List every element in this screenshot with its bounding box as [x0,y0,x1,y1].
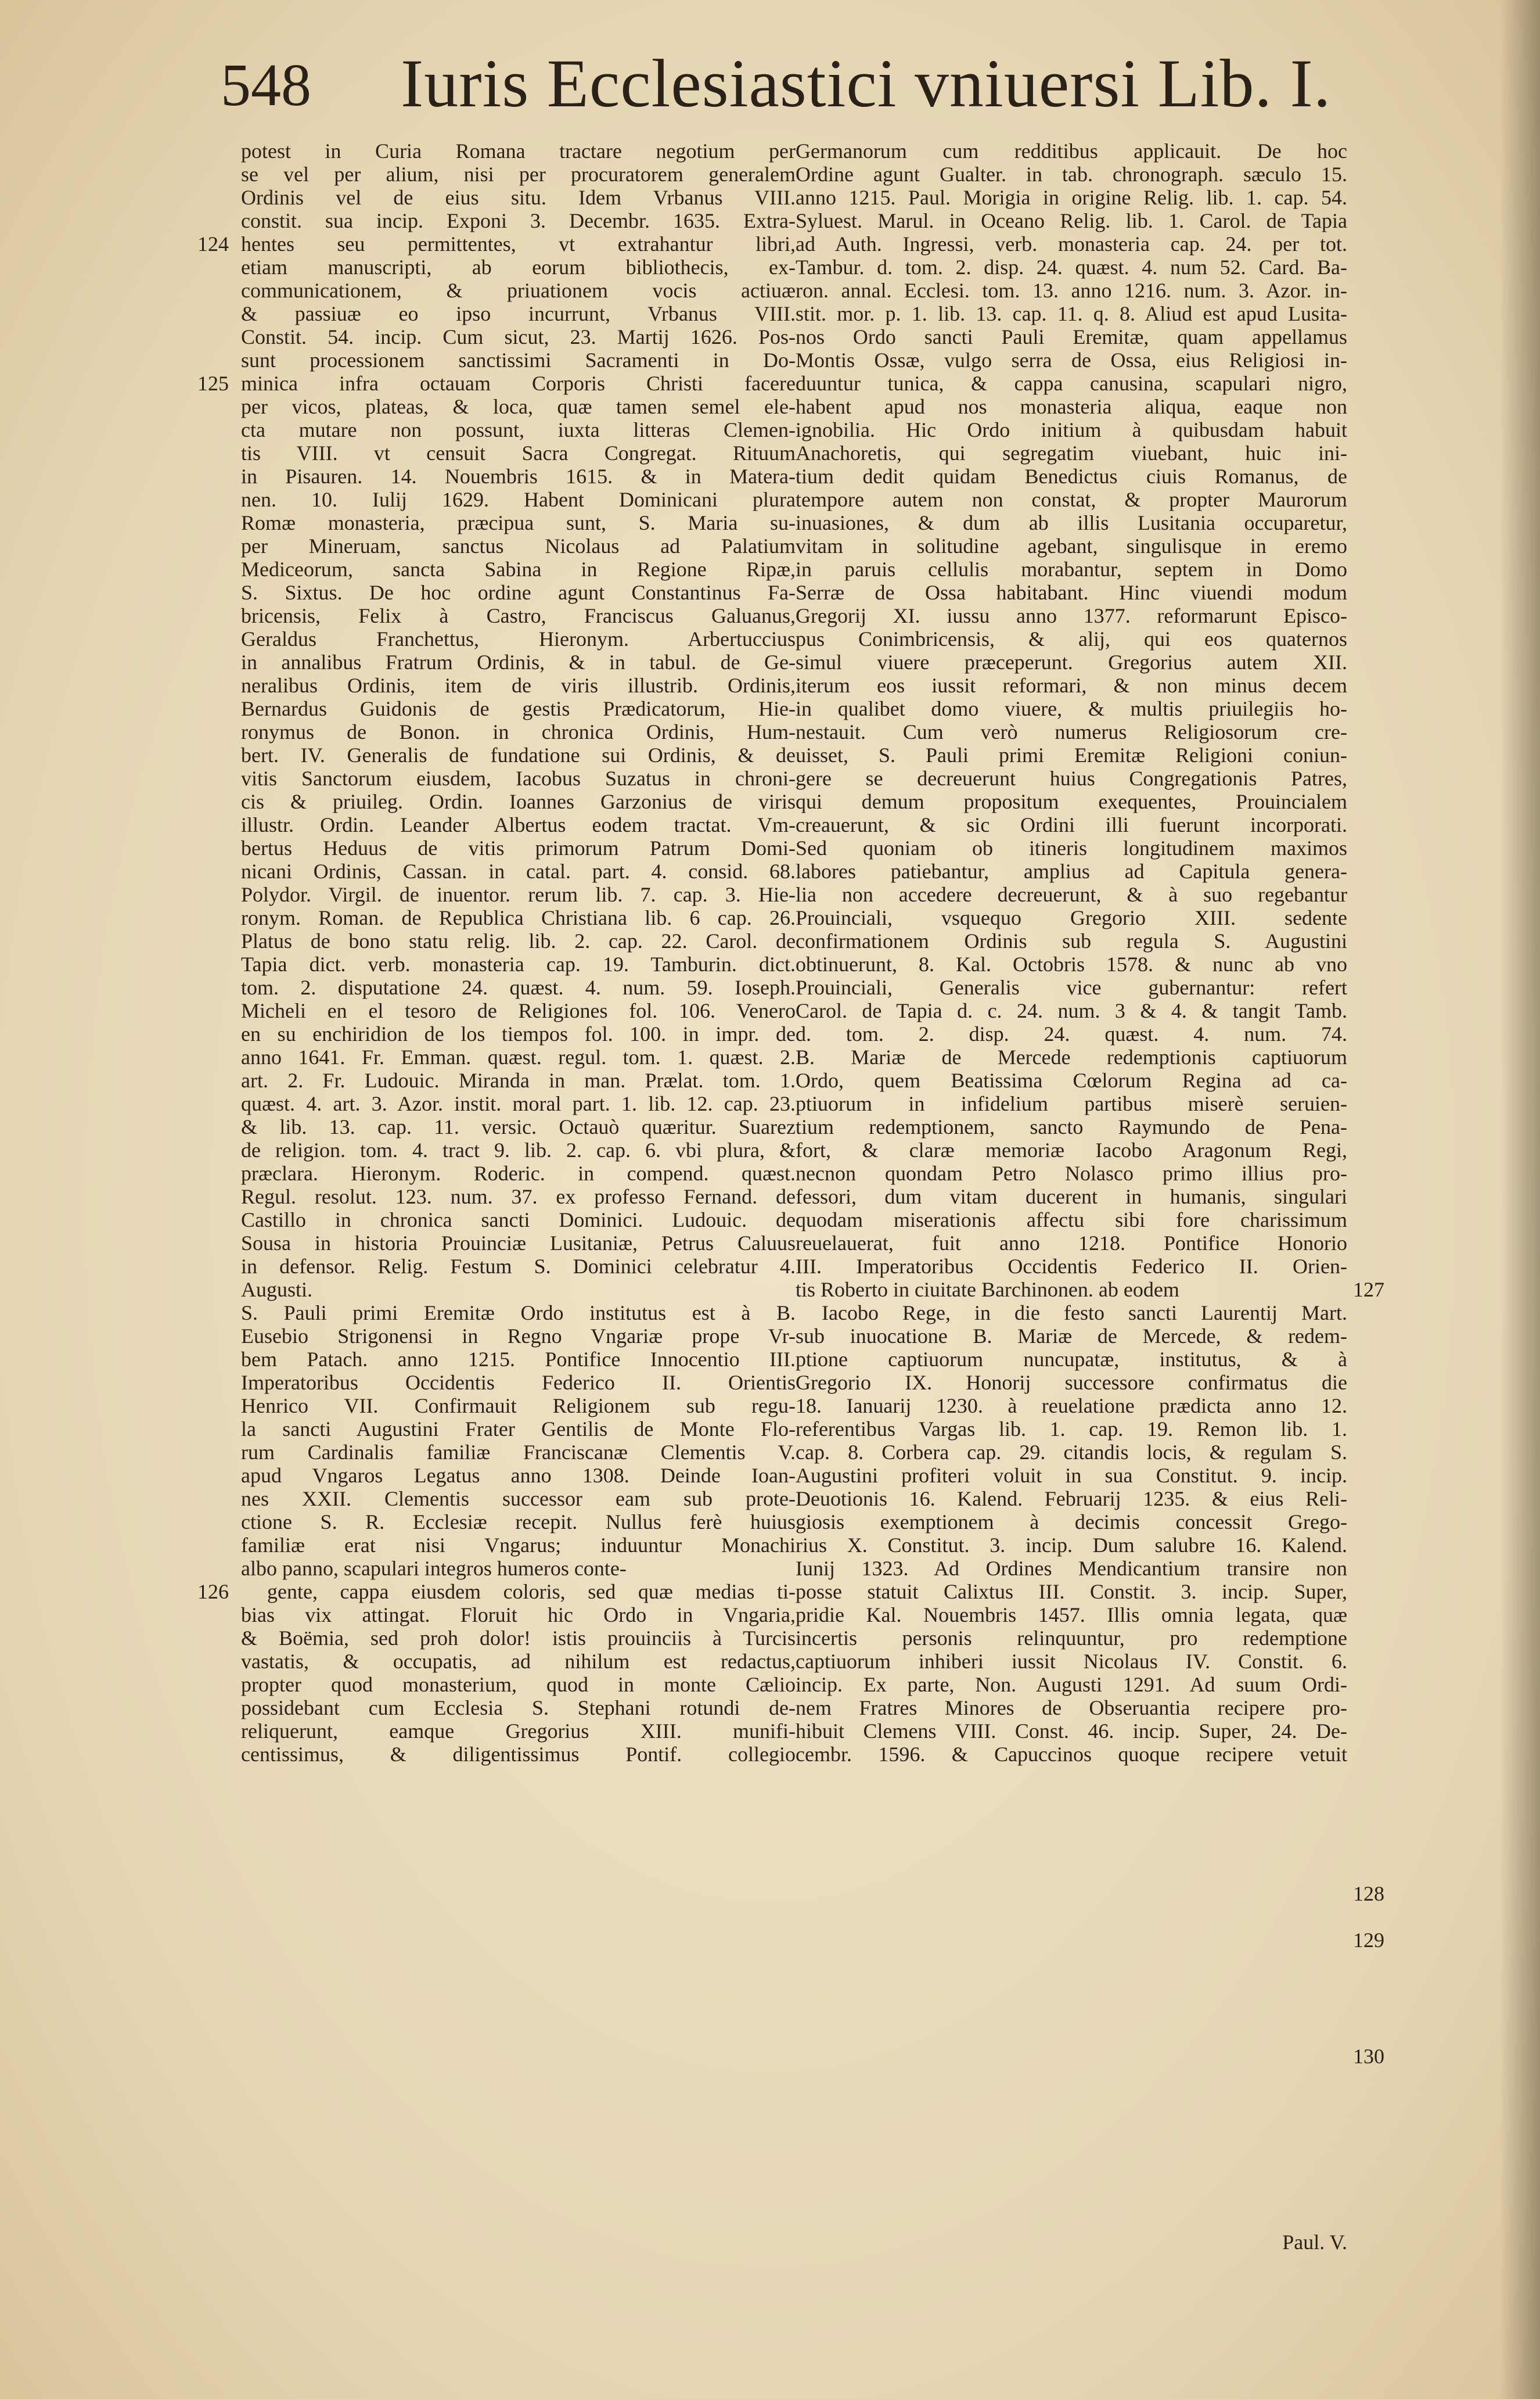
text-line: Tapia dict. verb. monasteria cap. 19. Tamburin. dict. [241,953,796,976]
text-line [796,1998,1347,2021]
text-line [796,1882,1347,1905]
text-line: minica infra octauam Corporis Christi facere [241,372,796,395]
text-line: Platus de bono statu relig. lib. 2. cap. 22. Carol. de [241,929,796,953]
text-line: sub inuocatione B. Mariæ de Mercede, & redem- [796,1324,1347,1348]
text-line: quodam miserationis affectu sibi fore charissimum [796,1208,1347,1231]
text-line: Iacobo Rege, in die festo sancti Laurentij Mart. [822,1301,1347,1324]
text-line: Tambur. d. tom. 2. disp. 24. quæst. 4. num 52. Card. Ba- [796,256,1347,279]
text-line: in annalibus Fratrum Ordinis, & in tabul. de Ge- [241,651,796,674]
text-line: cta mutare non possunt, iuxta litteras Clemen- [241,418,796,441]
text-line: & lib. 13. cap. 11. versic. Octauò quæritur. Suarez [241,1115,796,1139]
text-line: in Pisauren. 14. Nouembris 1615. & in Materа- [241,465,796,488]
text-line [796,1766,1347,1789]
text-line: Castillo in chronica sancti Dominici. Ludouic. de [241,1208,796,1231]
text-line: centissimus, & diligentissimus Pontif. collegio [241,1743,796,1766]
text-line: constit. sua incip. Exponi 3. Decembr. 1635. Extra- [241,209,796,232]
text-line: ronymus de Bonon. in chronica Ordinis, Hum- [241,720,796,744]
text-line [241,2091,796,2114]
text-line: nestauit. Cum verò numerus Religiosorum cre- [796,720,1347,744]
text-line: vastatis, & occupatis, ad nihilum est redactus, [241,1650,796,1673]
text-line: reuelauerat, fuit anno 1218. Pontifice Honorio [796,1231,1347,1255]
text-line: bem Patach. anno 1215. Pontifice Innocentio III. [241,1348,796,1371]
text-line: possidebant cum Ecclesia S. Stephani rotundi de- [241,1696,796,1719]
text-line: ronym. Roman. de Republica Christiana lib. 6 cap. 26. [241,906,796,929]
catchword: Paul. V. [1282,2231,1347,2254]
text-line: confirmationem Ordinis sub regula S. Augustini [796,929,1347,953]
text-line: familiæ erat nisi Vngarus; induuntur Monachi [241,1534,796,1557]
text-line: cembr. 1596. & Capuccinos quoque recipere vetuit [796,1743,1347,1766]
text-line: III. Imperatoribus Occidentis Federico II. Orien- [796,1255,1347,1278]
page-header [221,45,1382,131]
text-line: quæst. 4. art. 3. Azor. instit. moral part. 1. lib. 12. cap. 23. [241,1092,796,1115]
text-line: creauerunt, & sic Ordini illi fuerunt incorporati. [796,813,1347,836]
text-line [241,2184,796,2207]
text-line [241,1836,796,1859]
text-line: hentes seu permittentes, vt extrahantur libri, [241,232,796,256]
text-line [796,1859,1347,1882]
text-line: Augusti. [241,1278,313,1301]
text-line: etiam manuscripti, ab eorum bibliothecis, ex- [241,256,796,279]
text-line [796,2068,1347,2091]
text-line [796,2114,1347,2138]
text-line [241,2021,796,2045]
text-line: Iunij 1323. Ad Ordines Mendicantium transire non [796,1557,1347,1580]
text-line: Ordine agunt Gualter. in tab. chronograph. sæculo 15. [796,163,1347,186]
text-line [241,1859,796,1882]
text-line: tis Roberto in ciuitate Barchinonen. ab eodem [796,1278,1179,1301]
text-line [241,2045,796,2068]
text-line: duuntur tunica, & cappa canusina, scapulari nigro, [796,372,1347,395]
text-line: Bernardus Guidonis de gestis Prædicatorum, Hie- [241,697,796,720]
text-line: & passiuæ eo ipso incurrunt, Vrbanus VIII. [241,302,796,325]
text-line: sunt processionem sanctissimi Sacramenti in Do- [241,349,796,372]
text-line: apud Vngaros Legatus anno 1308. Deinde Ioan- [241,1464,796,1487]
text-line: incertis personis relinquuntur, pro redemptione [796,1626,1347,1650]
text-line: Romæ monasteria, præcipua sunt, S. Maria su- [241,511,796,534]
text-line: Constit. 54. incip. Cum sicut, 23. Martij 1626. Pos- [241,325,796,349]
text-line: tempore autem non constat, & propter Maurorum [796,488,1347,511]
binding-shadow [1499,0,1540,2399]
text-line: de religion. tom. 4. tract 9. lib. 2. cap. 6. vbi plura, & [241,1139,796,1162]
text-line: nos Ordo sancti Pauli Eremitæ, quam appellamus [796,325,1347,349]
text-line: Serræ de Ossa habitabant. Hinc viuendi modum [796,581,1347,604]
text-line [796,1789,1347,1812]
text-line [796,1952,1347,1975]
text-line: ron. annal. Ecclesi. tom. 13. anno 1216. num. 3. Azor. in- [796,279,1347,302]
text-line: albo panno, scapulari integros humeros conte- [241,1557,627,1580]
text-line: Geraldus Franchettus, Hieronym. Arbertuccius [241,627,796,651]
text-line [241,1789,796,1812]
text-line [796,1836,1347,1859]
text-line: habent apud nos monasteria aliqua, eaque non [796,395,1347,418]
text-line: Gregorij XI. iussu anno 1377. reformarunt Episco- [796,604,1347,627]
text-line [241,1905,796,1928]
text-line: per vicos, plateas, & loca, quæ tamen semel ele- [241,395,796,418]
text-line [796,2184,1347,2207]
text-line: Eusebio Strigonensi in Regno Vngariæ prope Vr- [241,1324,796,1348]
margin-number: 124 [197,232,229,256]
text-line: Prouinciali, vsquequo Gregorio XIII. sedente [796,906,1347,929]
text-line [796,2207,1347,2231]
text-line: pus Conimbricensis, & alij, qui eos quaternos [796,627,1347,651]
text-line: Prouinciali, Generalis vice gubernantur: refert [796,976,1347,999]
text-line: Montis Ossæ, vulgo serra de Ossa, eius Religiosi in- [796,349,1347,372]
text-line: nem Fratres Minores de Obseruantia recipere pro- [796,1696,1347,1719]
margin-number: 126 [197,1580,229,1603]
text-line: inuasiones, & dum ab illis Lusitania occuparetur, [796,511,1347,534]
text-line: Ordinis vel de eius situ. Idem Vrbanus VIII. [241,186,796,209]
text-line: bertus Heduus de vitis primorum Patrum Domi- [241,836,796,860]
left-column [197,139,796,2231]
text-line: vitis Sanctorum eiusdem, Iacobus Suzatus in chroni- [241,767,796,790]
text-line [796,1812,1347,1836]
text-line: rum Cardinalis familiæ Franciscanæ Clementis V. [241,1441,796,1464]
text-line: Gregorio IX. Honorij successore confirmatus die [796,1371,1347,1394]
text-line: obtinuerunt, 8. Kal. Octobris 1578. & nunc ab vno [796,953,1347,976]
text-line: gere se decreuerunt huius Congregationis Patres, [796,767,1347,790]
text-line [241,1952,796,1975]
text-line: rius X. Constitut. 3. incip. Dum salubre 16. Kalend. [796,1534,1347,1557]
text-line: anno 1215. Paul. Morigia in origine Relig. lib. 1. cap. 54. [796,186,1347,209]
text-line: Augustini profiteri voluit in sua Constitut. 9. incip. [796,1464,1347,1487]
page-number: 548 [221,52,311,118]
text-line: neralibus Ordinis, item de viris illustrib. Ordinis, [241,674,796,697]
text-line: Polydor. Virgil. de inuentor. rerum lib. 7. cap. 3. Hie- [241,883,796,906]
text-line [241,1975,796,1998]
text-line: incip. Ex parte, Non. Augusti 1291. Ad suum Ordi- [796,1673,1347,1696]
text-line [796,1928,1347,1952]
margin-number: 125 [197,372,229,395]
text-line: tium dedit quidam Benedictus ciuis Romanus, de [796,465,1347,488]
text-line: in paruis cellulis morabantur, septem in Domo [796,558,1347,581]
text-line: uisset, S. Pauli primi Eremitæ Religioni coniun- [796,744,1347,767]
text-line [241,2161,796,2184]
text-line: Germanorum cum redditibus applicauit. De hoc [796,139,1347,163]
text-line: potest in Curia Romana tractare negotium per [241,139,796,163]
text-line: bias vix attingat. Floruit hic Ordo in Vngaria, [241,1603,796,1626]
text-line: fessori, dum vitam ducerent in humanis, singulari [796,1185,1347,1208]
text-line: cis & priuileg. Ordin. Ioannes Garzonius de viris [241,790,796,813]
text-line: en su enchiridion de los tiempos fol. 100. in impr. de [241,1022,796,1046]
text-line: Sed quoniam ob itineris longitudinem maximos [796,836,1347,860]
text-line [241,1998,796,2021]
text-line: per Mineruam, sanctus Nicolaus ad Palatium [241,534,796,558]
text-line: Imperatoribus Occidentis Federico II. Orientis [241,1371,796,1394]
text-line: posse statuit Calixtus III. Constit. 3. incip. Super, [796,1580,1347,1603]
text-line [241,2068,796,2091]
text-line: ptiuorum in infidelium partibus miserè seruien- [796,1092,1347,1115]
text-line: fort, & claræ memoriæ Iacobo Aragonum Regi, [796,1139,1347,1162]
text-line: anno 1641. Fr. Emman. quæst. regul. tom. 1. quæst. 2. [241,1046,796,1069]
text-line: 18. Ianuarij 1230. à reuelatione prædicta anno 12. [796,1394,1347,1417]
text-line: Anachoretis, qui segregatim viuebant, huic ini- [796,441,1347,465]
text-line: cap. 8. Corbera cap. 29. citandis locis, & regulam S. [796,1441,1347,1464]
text-line: gente, cappa eiusdem coloris, sed quæ medias ti- [267,1580,796,1603]
text-line [241,2114,796,2138]
text-line: simul viuere præceperunt. Gregorius autem XII. [796,651,1347,674]
running-title: Iuris Ecclesiastici vniuersi Lib. I. [401,45,1332,121]
text-line: pridie Kal. Nouembris 1457. Illis omnia legata, quæ [796,1603,1347,1626]
text-line: ctione S. R. Ecclesiæ recepit. Nullus ferè huius [241,1510,796,1534]
text-line: hibuit Clemens VIII. Const. 46. incip. Super, 24. De- [796,1719,1347,1743]
text-line: Henrico VII. Confirmauit Religionem sub regu- [241,1394,796,1417]
text-line [796,2045,1347,2068]
text-line: tom. 2. disputatione 24. quæst. 4. num. 59. Ioseph. [241,976,796,999]
text-line: tium redemptionem, sancto Raymundo de Pena- [796,1115,1347,1139]
text-line [796,1975,1347,1998]
text-line: referentibus Vargas lib. 1. cap. 19. Remon lib. 1. [796,1417,1347,1441]
text-line: la sancti Augustini Frater Gentilis de Monte Flo- [241,1417,796,1441]
text-line: nen. 10. Iulij 1629. Habent Dominicani plura [241,488,796,511]
text-line: captiuorum inhiberi iussit Nicolaus IV. Constit. 6. [796,1650,1347,1673]
text-line: B. Mariæ de Mercede redemptionis captiuorum [796,1046,1347,1069]
text-line: d. tom. 2. disp. 24. quæst. 4. num. 74. [796,1022,1347,1046]
text-line: vitam in solitudine agebant, singulisque in eremo [796,534,1347,558]
text-line: Ordo, quem Beatissima Cœlorum Regina ad ca- [796,1069,1347,1092]
text-line [241,1882,796,1905]
margin-number: 130 [1353,2045,1384,2068]
text-line [241,1928,796,1952]
text-line: se vel per alium, nisi per procuratorem generalem [241,163,796,186]
text-line: præclara. Hieronym. Roderic. in compend. quæst. [241,1162,796,1185]
text-line: Sousa in historia Prouinciæ Lusitaniæ, Petrus Caluus [241,1231,796,1255]
text-line: Regul. resolut. 123. num. 37. ex professo Fernand. de [241,1185,796,1208]
text-line: qui demum propositum exequentes, Prouincialem [796,790,1347,813]
text-line: labores patiebantur, amplius ad Capitula genera- [796,860,1347,883]
text-line [241,1812,796,1836]
text-line [241,1766,796,1789]
margin-number: 127 [1353,1278,1384,1301]
text-line [796,2161,1347,2184]
text-line: nicani Ordinis, Cassan. in catal. part. 4. consid. 68. [241,860,796,883]
text-line: lia non accedere decreuerunt, & à suo regebantur [796,883,1347,906]
text-line [241,2207,796,2231]
text-line [796,2091,1347,2114]
text-line: S. Sixtus. De hoc ordine agunt Constantinus Fa- [241,581,796,604]
text-line: Syluest. Marul. in Oceano Relig. lib. 1. Carol. de Tapia [796,209,1347,232]
text-line: Micheli en el tesoro de Religiones fol. 106. Venero [241,999,796,1022]
text-line: & Boëmia, sed proh dolor! istis prouinciis à Turcis [241,1626,796,1650]
text-line: in qualibet domo viuere, & multis priuilegiis ho- [796,697,1347,720]
text-line: art. 2. Fr. Ludouic. Miranda in man. Prælat. tom. 1. [241,1069,796,1092]
text-line: bricensis, Felix à Castro, Franciscus Galuanus, [241,604,796,627]
text-line: iterum eos iussit reformari, & non minus decem [796,674,1347,697]
margin-number: 129 [1353,1928,1384,1952]
text-line: ptione captiuorum nuncupatæ, institutus, & à [796,1348,1347,1371]
text-line: Mediceorum, sancta Sabina in Regione Ripæ, [241,558,796,581]
text-line: tis VIII. vt censuit Sacra Congregat. Rituum [241,441,796,465]
text-line: nes XXII. Clementis successor eam sub prote- [241,1487,796,1510]
text-line: Carol. de Tapia d. c. 24. num. 3 & 4. & tangit Tamb. [796,999,1347,1022]
text-line: ignobilia. Hic Ordo initium à quibusdam habuit [796,418,1347,441]
text-line: reliquerunt, eamque Gregorius XIII. munifi- [241,1719,796,1743]
text-line [241,2138,796,2161]
text-line: in defensor. Relig. Festum S. Dominici celebratur 4. [241,1255,796,1278]
text-line [796,2021,1347,2045]
text-line: bert. IV. Generalis de fundatione sui Ordinis, & de [241,744,796,767]
margin-number: 128 [1353,1882,1384,1905]
text-line: communicationem, & priuationem vocis actiuæ [241,279,796,302]
text-line: Deuotionis 16. Kalend. Februarij 1235. & eius Reli- [796,1487,1347,1510]
text-line: giosis exemptionem à decimis concessit Grego- [796,1510,1347,1534]
text-line: stit. mor. p. 1. lib. 13. cap. 11. q. 8. Aliud est apud Lusita- [796,302,1347,325]
text-line: illustr. Ordin. Leander Albertus eodem tractat. Vm- [241,813,796,836]
text-line: propter quod monasterium, quod in monte Cælio [241,1673,796,1696]
text-line: S. Pauli primi Eremitæ Ordo institutus est à B. [241,1301,796,1324]
text-line [796,2138,1347,2161]
text-line: ad Auth. Ingressi, verb. monasteria cap. 24. per tot. [796,232,1347,256]
right-column [796,139,1384,2254]
text-line: necnon quondam Petro Nolasco primo illius pro- [796,1162,1347,1185]
text-line [796,1905,1347,1928]
